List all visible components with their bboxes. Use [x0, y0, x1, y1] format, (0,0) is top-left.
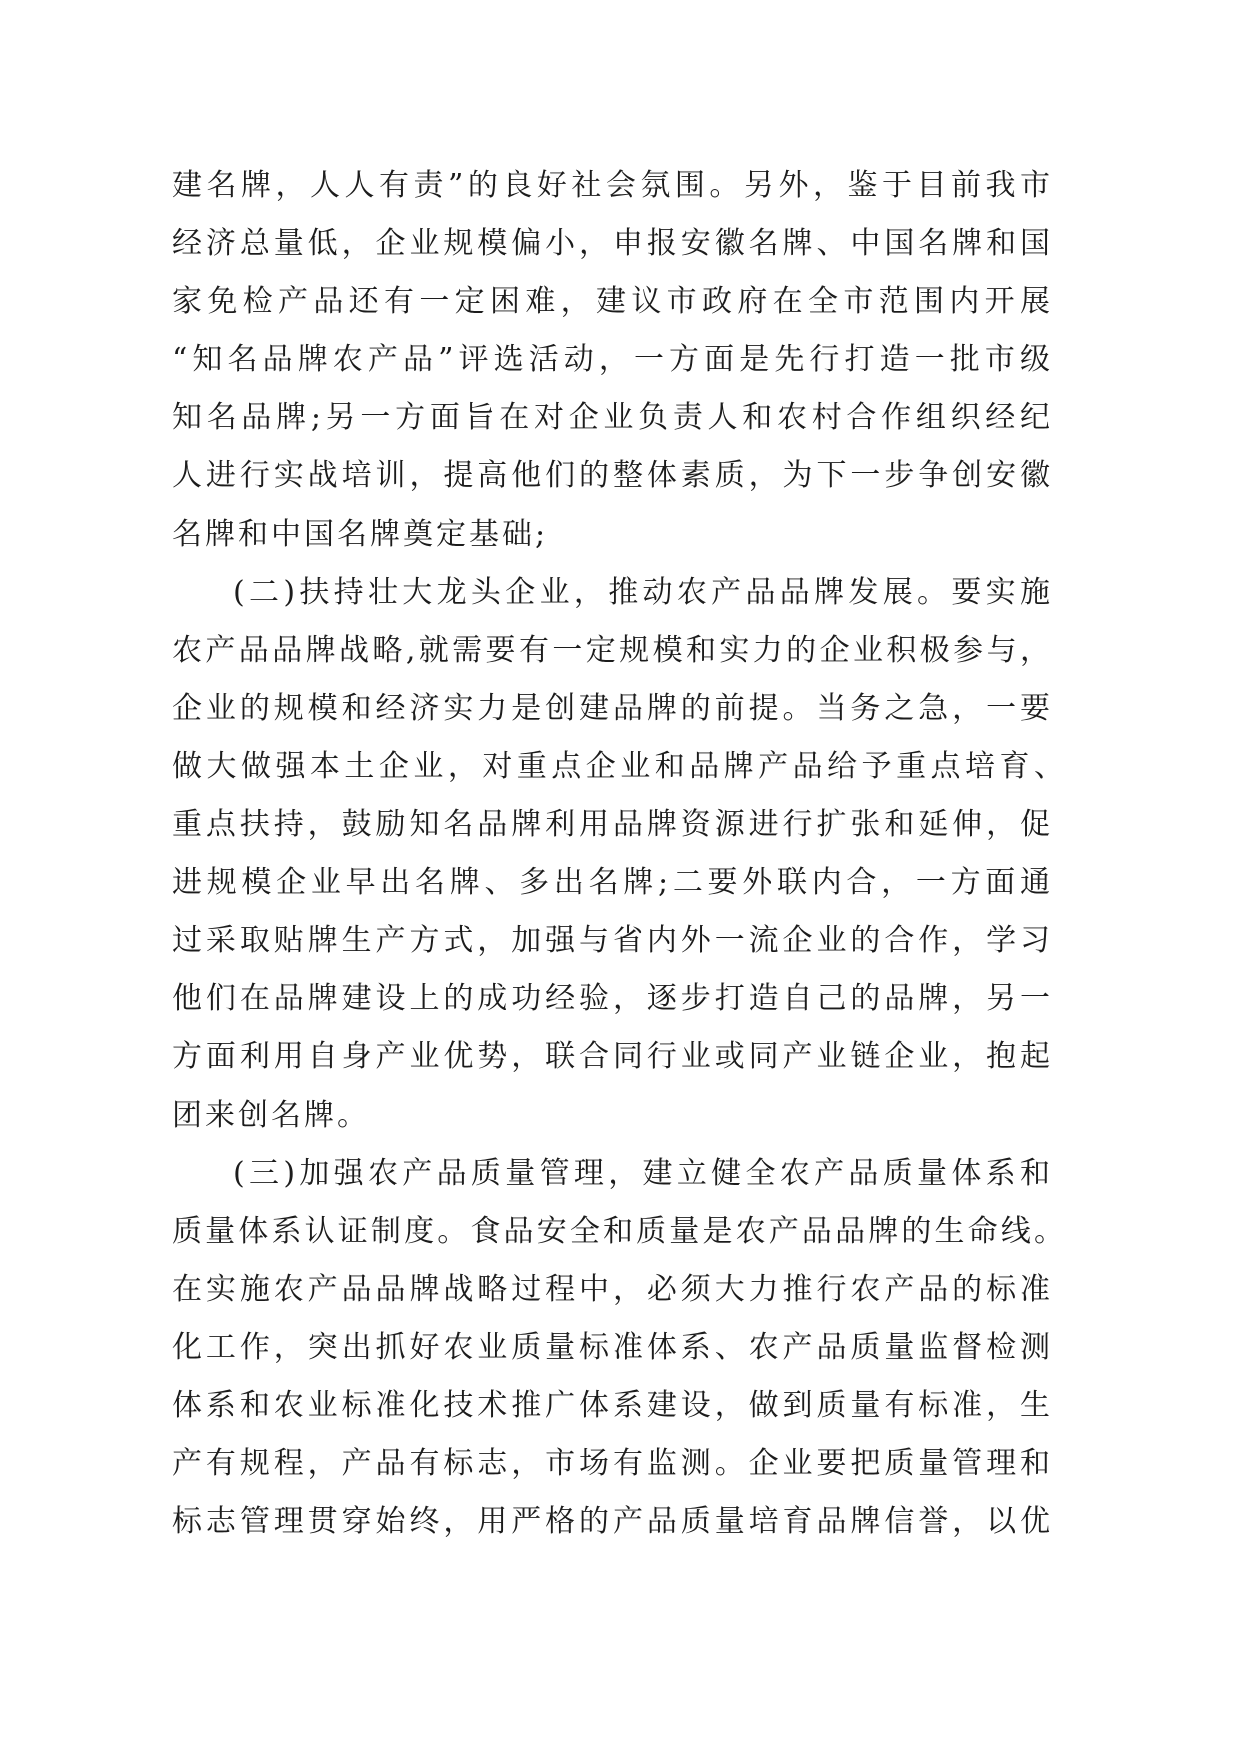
- text-line: 过采取贴牌生产方式，加强与省内外一流企业的合作，学习: [172, 923, 1050, 959]
- text-line: 人进行实战培训，提高他们的整体素质，为下一步争创安徽: [172, 458, 1050, 494]
- paragraph-brand-atmosphere: [172, 157, 1050, 564]
- text-line: 名牌和中国名牌奠定基础;: [172, 516, 549, 552]
- text-line: 重点扶持，鼓励知名品牌利用品牌资源进行扩张和延伸，促: [172, 807, 1050, 843]
- text-line: 建名牌，人人有责”的良好社会氛围。另外，鉴于目前我市: [172, 168, 1050, 203]
- text-line: 在实施农产品品牌战略过程中，必须大力推行农产品的标准: [172, 1271, 1050, 1307]
- text-line: 团来创名牌。: [172, 1097, 370, 1133]
- section-heading-line: (二)扶持壮大龙头企业，推动农产品品牌发展。要实施: [233, 574, 1050, 610]
- text-line: 质量体系认证制度。食品安全和质量是农产品品牌的生命线。: [172, 1213, 1064, 1249]
- section-heading-line: (三)加强农产品质量管理，建立健全农产品质量体系和: [233, 1155, 1050, 1191]
- text-line: 体系和农业标准化技术推广体系建设，做到质量有标准，生: [172, 1387, 1050, 1423]
- text-line: 产有规程，产品有标志，市场有监测。企业要把质量管理和: [172, 1446, 1050, 1482]
- text-line: 进规模企业早出名牌、多出名牌;二要外联内合，一方面通: [172, 865, 1050, 901]
- paragraph-section-two: [172, 564, 1064, 1145]
- text-line: 化工作，突出抓好农业质量标准体系、农产品质量监督检测: [172, 1329, 1050, 1365]
- text-line: 做大做强本土企业，对重点企业和品牌产品给予重点培育、: [172, 748, 1064, 784]
- text-line: 农产品品牌战略,就需要有一定规模和实力的企业积极参与，: [172, 632, 1050, 668]
- paragraph-section-three: [172, 1145, 1064, 1552]
- text-line: 经济总量低，企业规模偏小，申报安徽名牌、中国名牌和国: [172, 226, 1050, 262]
- text-line: 家免检产品还有一定困难，建议市政府在全市范围内开展: [172, 284, 1050, 320]
- text-line: 他们在品牌建设上的成功经验，逐步打造自己的品牌，另一: [172, 981, 1050, 1017]
- text-line: 企业的规模和经济实力是创建品牌的前提。当务之急，一要: [172, 690, 1050, 726]
- body-text: [172, 157, 1064, 1551]
- text-line: 标志管理贯穿始终，用严格的产品质量培育品牌信誉，以优: [172, 1504, 1050, 1540]
- text-line: 方面利用自身产业优势，联合同行业或同产业链企业，抱起: [172, 1039, 1050, 1075]
- text-line: “知名品牌农产品”评选活动，一方面是先行打造一批市级: [172, 342, 1050, 378]
- text-line: 知名品牌;另一方面旨在对企业负责人和农村合作组织经纪: [172, 400, 1050, 436]
